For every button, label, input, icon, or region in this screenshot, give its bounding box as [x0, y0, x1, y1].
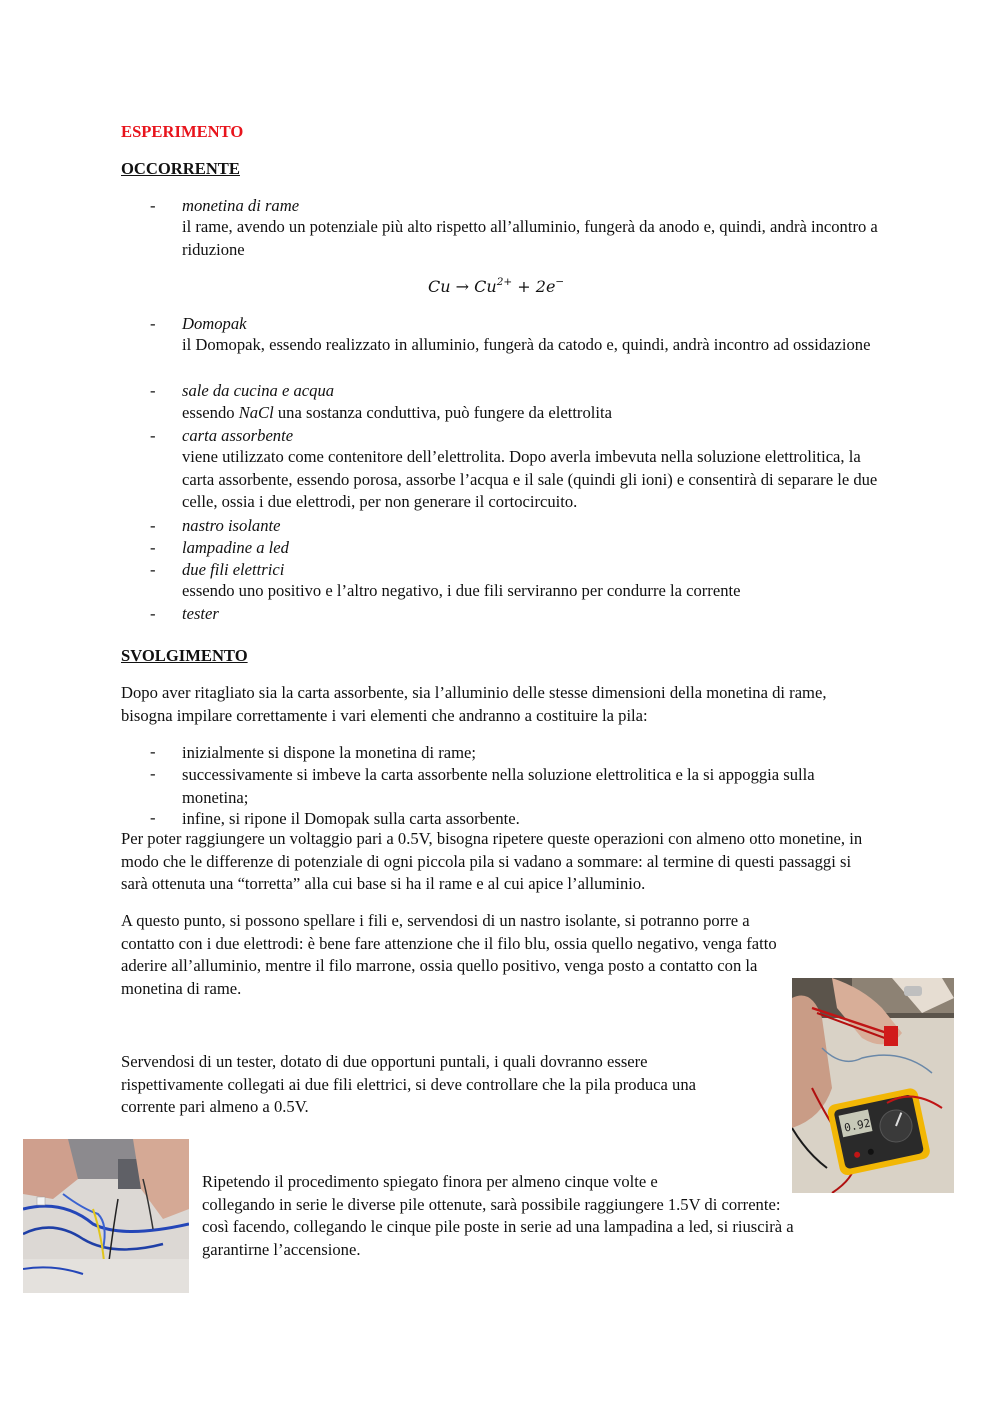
- desc-formula: NaCl: [238, 403, 274, 422]
- paragraph-line: Servendosi di un tester, dotato di due opportuni puntali, i quali dovranno essere: [121, 1052, 648, 1071]
- procedure-step: inizialmente si dispone la monetina di rame;: [182, 743, 476, 762]
- procedure-paragraph: [121, 910, 881, 1000]
- paragraph-line: corrente pari almeno a 0.5V.: [121, 1097, 309, 1116]
- procedure-step: successivamente si imbeve la carta assorbente nella soluzione elettrolitica e la si appoggia sulla monetina;: [182, 765, 815, 807]
- formula-arrow: →: [455, 277, 470, 296]
- heading-occorrente: OCCORRENTE: [121, 159, 240, 178]
- procedure-paragraph: [202, 1171, 882, 1261]
- paragraph-line: rispettivamente collegati ai due fili elettrici, si deve controllare che la pila produca una: [121, 1074, 697, 1094]
- formula-lhs: Cu: [428, 277, 451, 296]
- procedure-paragraph: Per poter raggiungere un voltaggio pari a 0.5V, bisogna ripetere queste operazioni con almeno otto monetine, in modo che le differenze di potenziale di ogni piccola pila si vadano a sommare: al termine di questi passaggi si sarà ottenuta una “torretta” alla cui base si ha il rame e al cui apice l’alluminio.: [121, 829, 863, 893]
- material-name: nastro isolante: [182, 516, 281, 535]
- list-bullet: -: [150, 426, 156, 445]
- list-bullet: -: [150, 516, 156, 535]
- procedure-step: infine, si ripone il Domopak sulla carta assorbente.: [182, 809, 520, 828]
- multimeter-photo: [792, 978, 954, 1193]
- list-bullet: -: [150, 742, 156, 761]
- paragraph-line: garantirne l’accensione.: [202, 1239, 361, 1259]
- formula-electrons: + 2e: [517, 277, 556, 296]
- material-description: viene utilizzato come contenitore dell’elettrolita. Dopo averla imbevuta nella soluzione elettrolitica, la carta assorbente, essendo porosa, assorbe l’acqua e il sale (quindi gli ioni) e consentirà di separare le due celle, ossia i due elettrodi, per non generare il cortocircuito.: [182, 447, 878, 511]
- formula-product: Cu: [474, 277, 497, 296]
- page-title: ESPERIMENTO: [121, 122, 244, 141]
- material-name: monetina di rame: [182, 196, 300, 215]
- list-bullet: -: [150, 604, 156, 623]
- procedure-intro: Dopo aver ritagliato sia la carta assorbente, sia l’alluminio delle stesse dimensioni della monetina di rame, bisogna impilare correttamente i vari elementi che andranno a costituire la pila:: [121, 683, 827, 725]
- material-name: tester: [182, 604, 219, 623]
- multimeter-illustration: [792, 978, 954, 1193]
- wires-photo: [23, 1139, 189, 1293]
- material-name: due fili elettrici: [182, 560, 285, 579]
- desc-text: una sostanza conduttiva, può fungere da elettrolita: [273, 403, 612, 422]
- list-bullet: -: [150, 764, 156, 783]
- list-bullet: -: [150, 314, 156, 333]
- material-description: [182, 402, 882, 425]
- material-name: sale da cucina e acqua: [182, 381, 335, 400]
- list-bullet: -: [150, 381, 156, 400]
- paragraph-line: così facendo, collegando le cinque pile poste in serie ad una lampadina a led, si riuscirà a: [202, 1217, 794, 1236]
- paragraph-line: collegando in serie le diverse pile ottenute, sarà possibile raggiungere 1.5V di corrente:: [202, 1194, 781, 1214]
- wires-illustration: [23, 1139, 189, 1293]
- material-name: Domopak: [182, 314, 247, 333]
- desc-text: essendo: [182, 403, 239, 422]
- list-bullet: -: [150, 196, 156, 215]
- paragraph-line: Ripetendo il procedimento spiegato finora per almeno cinque volte e: [202, 1172, 658, 1191]
- formula-electron-sign: −: [555, 276, 565, 288]
- paragraph-line: contatto con i due elettrodi: è bene fare attenzione che il filo blu, ossia quello negativo, venga fatto: [121, 933, 777, 953]
- paragraph-line: aderire all’alluminio, mentre il filo marrone, ossia quello positivo, venga posto a contatto con la: [121, 956, 758, 975]
- oxidation-formula: [428, 276, 564, 296]
- multimeter-display-text: 0.92: [842, 1116, 872, 1135]
- material-description: il Domopak, essendo realizzato in alluminio, fungerà da catodo e, quindi, andrà incontro ad ossidazione: [182, 335, 871, 354]
- paragraph-line: monetina di rame.: [121, 978, 242, 998]
- material-description: il rame, avendo un potenziale più alto rispetto all’alluminio, fungerà da anodo e, quindi, andrà incontro a riduzione: [182, 217, 878, 259]
- paragraph-line: A questo punto, si possono spellare i fili e, servendosi di un nastro isolante, si potranno porre a: [121, 911, 750, 930]
- list-bullet: -: [150, 538, 156, 557]
- formula-charge: 2+: [496, 276, 513, 288]
- heading-svolgimento: SVOLGIMENTO: [121, 646, 248, 665]
- material-description: essendo uno positivo e l’altro negativo, i due fili serviranno per condurre la corrente: [182, 581, 741, 600]
- list-bullet: -: [150, 808, 156, 827]
- material-name: lampadine a led: [182, 538, 289, 557]
- list-bullet: -: [150, 560, 156, 579]
- procedure-paragraph: [121, 1051, 781, 1119]
- material-name: carta assorbente: [182, 426, 294, 445]
